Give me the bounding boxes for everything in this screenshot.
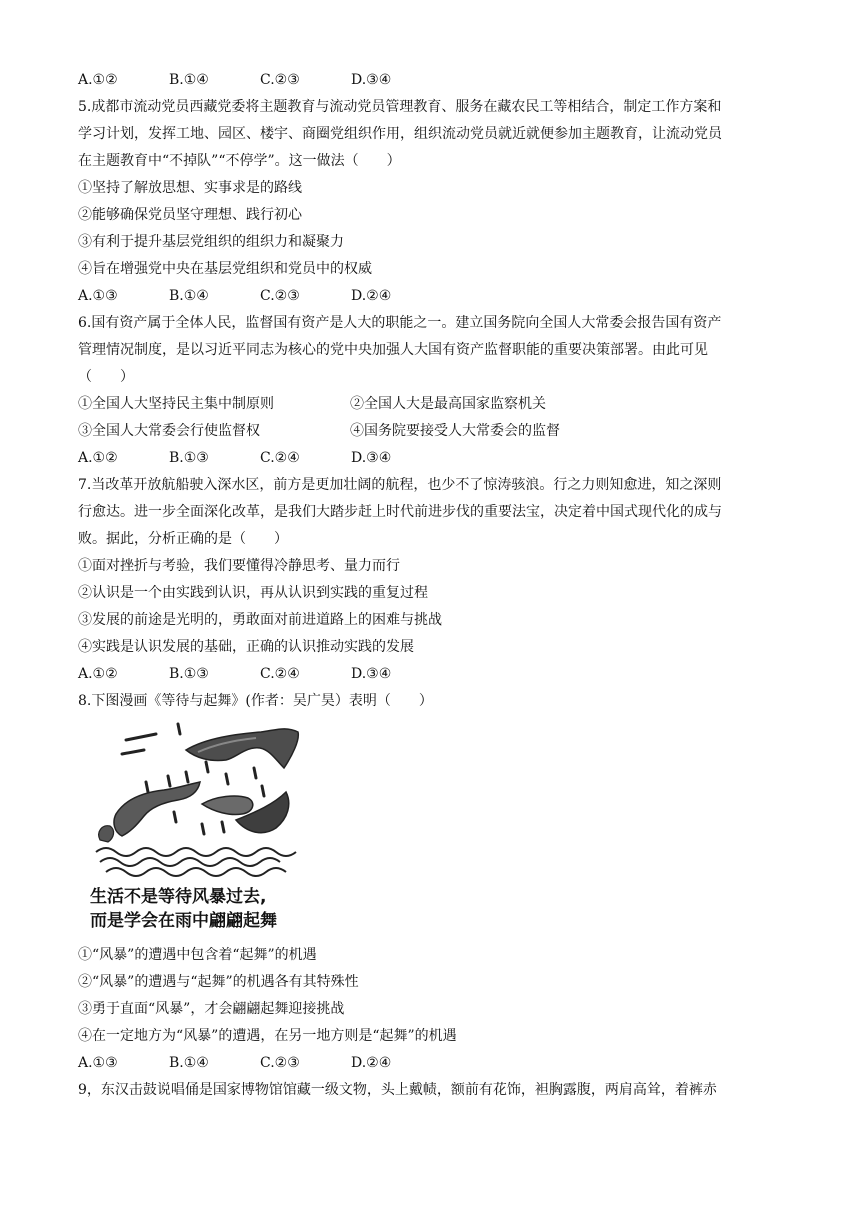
- q6-item-1: ①全国人大坚持民主集中制原则: [78, 396, 274, 412]
- q6-items-row-1: [78, 394, 622, 414]
- q5-option-a: A.①③: [78, 288, 118, 304]
- q5-option-d: D.②④: [351, 288, 392, 304]
- q9-stem: 9，东汉击鼓说唱俑是国家博物馆馆藏一级文物，头上戴帻，额前有花饰，袒胸露腹，两肩高耸，着裤赤: [78, 1082, 717, 1098]
- q5-stem-line-2: 学习计划，发挥工地、园区、楼宇、商圈党组织作用，组织流动党员就近就便参加主题教育，让流动党员: [78, 126, 722, 142]
- q4-option-b: B.①④: [169, 72, 209, 88]
- q6-item-4: ④国务院要接受人大常委会的监督: [350, 423, 560, 439]
- q8-item-4: ④在一定地方为“风暴”的遭遇，在另一地方则是“起舞”的机遇: [78, 1028, 457, 1044]
- q7-options: [78, 664, 442, 684]
- q5-item-1: ①坚持了解放思想、实事求是的路线: [78, 180, 302, 196]
- q8-option-b: B.①④: [169, 1055, 209, 1071]
- q5-option-c: C.②③: [260, 288, 300, 304]
- q4-option-a: A.①②: [78, 72, 118, 88]
- q8-stem: 8.下图漫画《等待与起舞》(作者：吴广昊）表明（ ）: [78, 693, 433, 709]
- storm-cartoon-drawing: [86, 712, 310, 882]
- cartoon-illustration: [86, 712, 310, 940]
- cartoon-caption-line-1: 生活不是等待风暴过去,: [90, 887, 267, 907]
- q4-option-d: D.③④: [351, 72, 392, 88]
- q7-option-c: C.②④: [260, 666, 300, 682]
- q6-option-b: B.①③: [169, 450, 209, 466]
- q5-item-4: ④旨在增强党中央在基层党组织和党员中的权威: [78, 261, 372, 277]
- q6-stem-line-1: 6.国有资产属于全体人民，监督国有资产是人大的职能之一。建立国务院向全国人大常委会报告国有资产: [78, 315, 722, 331]
- q5-item-2: ②能够确保党员坚守理想、践行初心: [78, 207, 302, 223]
- q8-option-d: D.②④: [351, 1055, 392, 1071]
- q8-options: [78, 1053, 442, 1073]
- q5-stem-line-3: 在主题教育中“不掉队”“不停学”。这一做法（ ）: [78, 153, 401, 169]
- q7-item-4: ④实践是认识发展的基础，正确的认识推动实践的发展: [78, 639, 414, 655]
- q7-option-a: A.①②: [78, 666, 118, 682]
- q6-items-row-2: [78, 421, 622, 441]
- q8-item-2: ②“风暴”的遭遇与“起舞”的机遇各有其特殊性: [78, 974, 359, 990]
- q5-options: [78, 286, 442, 306]
- q6-options: [78, 448, 442, 468]
- q6-option-c: C.②④: [260, 450, 300, 466]
- q8-option-c: C.②③: [260, 1055, 300, 1071]
- q5-item-3: ③有利于提升基层党组织的组织力和凝聚力: [78, 234, 344, 250]
- q7-option-d: D.③④: [351, 666, 392, 682]
- q7-stem-line-2: 行愈达。进一步全面深化改革，是我们大踏步赶上时代前进步伐的重要法宝，决定着中国式现代化的成与: [78, 504, 722, 520]
- q7-item-1: ①面对挫折与考验，我们要懂得冷静思考、量力而行: [78, 558, 400, 574]
- q8-option-a: A.①③: [78, 1055, 118, 1071]
- q4-options: [78, 70, 442, 90]
- q6-stem-line-2: 管理情况制度，是以习近平同志为核心的党中央加强人大国有资产监督职能的重要决策部署。由此可见: [78, 342, 708, 358]
- q7-item-3: ③发展的前途是光明的，勇敢面对前进道路上的困难与挑战: [78, 612, 442, 628]
- q8-item-1: ①“风暴”的遭遇中包含着“起舞”的机遇: [78, 947, 317, 963]
- q7-stem-line-1: 7.当改革开放航船驶入深水区，前方是更加壮阔的航程，也少不了惊涛骇浪。行之力则知愈进，知之深则: [78, 477, 722, 493]
- q7-stem-line-3: 败。据此，分析正确的是（ ）: [78, 531, 288, 547]
- q6-option-d: D.③④: [351, 450, 392, 466]
- q6-item-2: ②全国人大是最高国家监察机关: [350, 396, 546, 412]
- q6-option-a: A.①②: [78, 450, 118, 466]
- q7-item-2: ②认识是一个由实践到认识，再从认识到实践的重复过程: [78, 585, 428, 601]
- q8-item-3: ③勇于直面“风暴”，才会翩翩起舞迎接挑战: [78, 1001, 345, 1017]
- q5-option-b: B.①④: [169, 288, 209, 304]
- q5-stem-line-1: 5.成都市流动党员西藏党委将主题教育与流动党员管理教育、服务在藏农民工等相结合，制定工作方案和: [78, 99, 722, 115]
- cartoon-caption-line-2: 而是学会在雨中翩翩起舞: [90, 911, 277, 931]
- q7-option-b: B.①③: [169, 666, 209, 682]
- q6-stem-line-3: （ ）: [78, 369, 134, 385]
- q4-option-c: C.②③: [260, 72, 300, 88]
- q6-item-3: ③全国人大常委会行使监督权: [78, 423, 260, 439]
